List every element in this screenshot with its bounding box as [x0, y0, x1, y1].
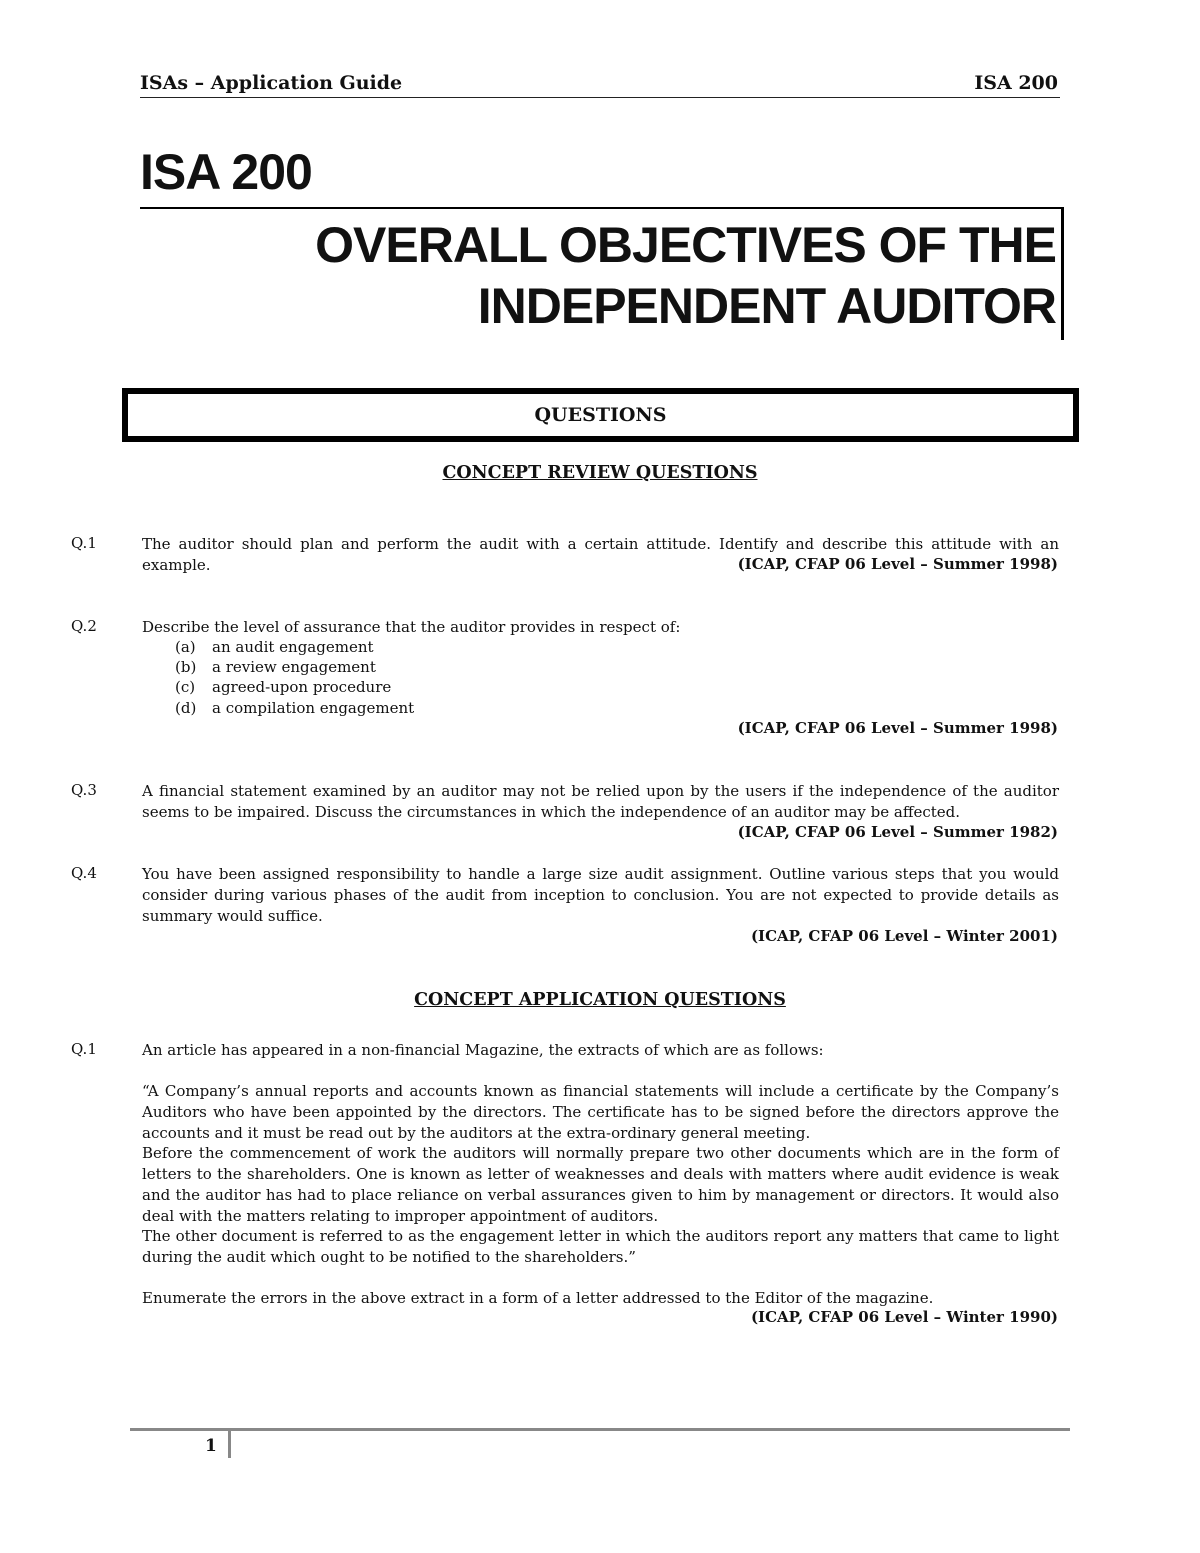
title-divider	[140, 207, 1062, 209]
sub-item-label: (d)	[175, 699, 197, 717]
standard-code: ISA 200	[140, 144, 312, 200]
question-number: Q.1	[71, 534, 97, 552]
question-text: The auditor should plan and perform the audit with a certain attitude. Identify and describe this attitude with an example.	[142, 535, 1059, 574]
question-number: Q.4	[71, 864, 97, 882]
title-vertical-bar	[1061, 207, 1064, 340]
footer-vertical-bar	[228, 1430, 231, 1458]
question-number: Q.3	[71, 781, 97, 799]
quoted-extract-paragraph-2: Before the commencement of work the auditors will normally prepare two other documents which are in the form of letters to the shareholders. One is known as letter of weaknesses and deals with matters where audit evidence is weak and the auditor has had to place reliance on verbal assurances given to him by management or directors. It would also deal with the matters relating to improper appointment of auditors.	[142, 1144, 1059, 1225]
page-title-line-2: INDEPENDENT AUDITOR	[477, 278, 1056, 334]
page-title-line-1: OVERALL OBJECTIVES OF THE	[315, 217, 1056, 273]
sub-item-label: (c)	[175, 678, 196, 696]
section-heading-review: CONCEPT REVIEW QUESTIONS	[442, 463, 758, 483]
running-header-code: ISA 200	[974, 72, 1058, 94]
sub-item-text: a compilation engagement	[212, 699, 415, 717]
question-source: (ICAP, CFAP 06 Level – Summer 1998)	[737, 555, 1058, 573]
footer-divider	[130, 1428, 1070, 1431]
question-source: (ICAP, CFAP 06 Level – Winter 1990)	[750, 1308, 1058, 1326]
questions-banner: QUESTIONS	[122, 388, 1079, 442]
quoted-extract-paragraph-3: The other document is referred to as the engagement letter in which the auditors report any matters that came to light during the audit which ought to be notified to the shareholders.”	[142, 1227, 1059, 1266]
running-header-title: ISAs – Application Guide	[140, 72, 403, 94]
question-task: Enumerate the errors in the above extract in a form of a letter addressed to the Editor of the magazine.	[142, 1289, 934, 1307]
question-source: (ICAP, CFAP 06 Level – Winter 2001)	[750, 927, 1058, 945]
sub-item-text: a review engagement	[212, 658, 376, 676]
question-text: A financial statement examined by an auditor may not be relied upon by the users if the independence of the auditor seems to be impaired. Discuss the circumstances in which the independence of an auditor may be affected.	[142, 782, 1059, 821]
question-source: (ICAP, CFAP 06 Level – Summer 1982)	[737, 823, 1058, 841]
section-heading-application: CONCEPT APPLICATION QUESTIONS	[414, 990, 786, 1010]
sub-item-label: (a)	[175, 638, 196, 656]
quoted-extract-paragraph-1: “A Company’s annual reports and accounts known as financial statements will include a certificate by the Company’s Auditors who have been appointed by the directors. The certificate has to be signed before the directors approve the accounts and it must be read out by the auditors at the extra-ordinary general meeting.	[142, 1082, 1059, 1142]
question-text: Describe the level of assurance that the auditor provides in respect of:	[142, 618, 681, 636]
question-source: (ICAP, CFAP 06 Level – Summer 1998)	[737, 719, 1058, 737]
question-intro: An article has appeared in a non-financial Magazine, the extracts of which are as follows:	[142, 1041, 824, 1059]
question-number: Q.1	[71, 1040, 97, 1058]
sub-item-text: an audit engagement	[212, 638, 374, 656]
question-number: Q.2	[71, 617, 97, 635]
question-text: You have been assigned responsibility to handle a large size audit assignment. Outline various steps that you would consider during various phases of the audit from inception to conclusion. You are not expected to provide details as summary would suffice.	[142, 865, 1059, 925]
sub-item-label: (b)	[175, 658, 197, 676]
page-number: 1	[205, 1436, 217, 1456]
header-divider	[140, 97, 1060, 98]
sub-item-text: agreed-upon procedure	[212, 678, 392, 696]
